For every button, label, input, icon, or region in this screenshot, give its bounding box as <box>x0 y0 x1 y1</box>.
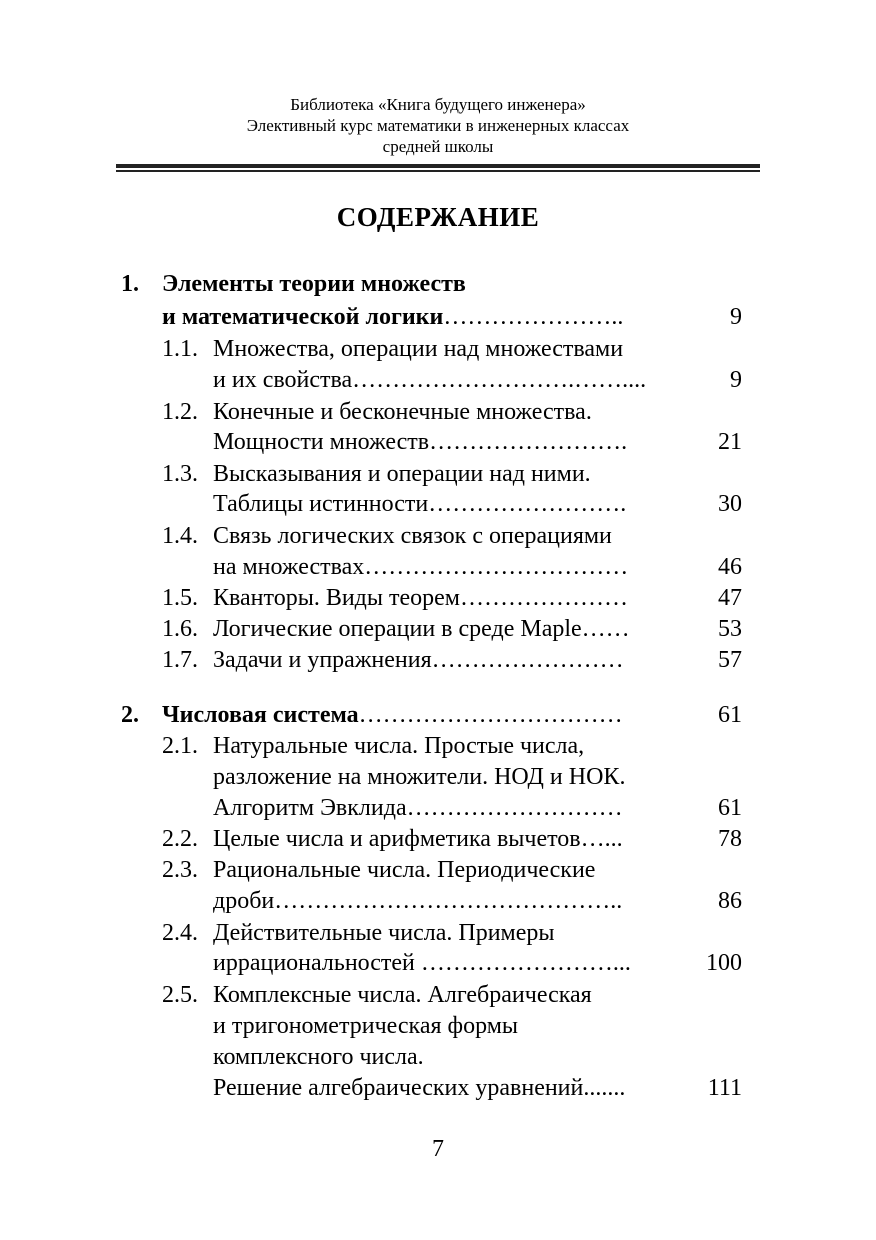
section-1-4-page: 46 <box>718 554 742 580</box>
section-2-3-number: 2.3. <box>162 857 198 883</box>
section-1-7-number: 1.7. <box>162 647 198 673</box>
section-1-5-number: 1.5. <box>162 585 198 611</box>
header-line-1: Библиотека «Книга будущего инженера» <box>290 95 586 114</box>
section-1-7-title: Задачи и упражнения…………………… <box>213 647 624 673</box>
section-1-6-number: 1.6. <box>162 616 198 642</box>
header-line-2: Элективный курс математики в инженерных классах <box>246 116 630 135</box>
chapter-1-title-text: и математической логики <box>162 304 444 330</box>
section-2-1-title-cont: разложение на множители. НОД и НОК. <box>213 764 626 790</box>
section-2-1-title-cont-2: Алгоритм Эвклида……………………… <box>213 795 623 821</box>
section-1-4-number: 1.4. <box>162 523 198 549</box>
chapter-2-page: 61 <box>718 702 742 728</box>
section-1-2-page: 21 <box>718 429 742 455</box>
section-1-7-page: 57 <box>718 647 742 673</box>
chapter-2-number: 2. <box>121 702 139 728</box>
section-1-5-page: 47 <box>718 585 742 611</box>
section-1-1-title: Множества, операции над множествами <box>213 336 624 362</box>
header-line-3: средней школы <box>382 137 494 156</box>
chapter-2-title-line <box>162 699 623 731</box>
section-1-6-page: 53 <box>718 616 742 642</box>
section-1-6-title: Логические операции в среде Maple…… <box>213 616 630 642</box>
section-1-2-title-cont: Мощности множеств……………………. <box>213 429 628 455</box>
chapter-2-title-text: Числовая система <box>162 702 359 728</box>
section-1-1-title-cont: и их свойства……………………….…….... <box>213 367 647 393</box>
page-number: 7 <box>432 1136 444 1162</box>
chapter-1-page: 9 <box>730 304 742 330</box>
section-1-3-title-cont: Таблицы истинности……………………. <box>213 491 627 517</box>
section-2-5-title-cont-2: комплексного числа. <box>213 1044 424 1070</box>
section-2-5-title-cont: и тригонометрическая формы <box>213 1013 519 1039</box>
chapter-2-leader-dots: …………………………… <box>358 702 623 728</box>
section-2-1-page: 61 <box>718 795 742 821</box>
chapter-1-leader-dots: ………………….. <box>443 304 624 330</box>
section-2-5-number: 2.5. <box>162 982 198 1008</box>
section-2-4-title-cont: иррациональностей ……………………... <box>213 950 631 976</box>
section-1-5-title: Кванторы. Виды теорем………………… <box>213 585 628 611</box>
section-2-3-title: Рациональные числа. Периодические <box>213 857 596 883</box>
section-2-2-page: 78 <box>718 826 742 852</box>
section-1-1-page: 9 <box>730 367 742 393</box>
section-2-4-title: Действительные числа. Примеры <box>213 920 555 946</box>
section-2-2-number: 2.2. <box>162 826 198 852</box>
running-header <box>0 94 876 157</box>
section-1-2-title: Конечные и бесконечные множества. <box>213 399 592 425</box>
section-2-1-title: Натуральные числа. Простые числа, <box>213 733 585 759</box>
section-2-1-number: 2.1. <box>162 733 198 759</box>
section-2-5-title: Комплексные числа. Алгебраическая <box>213 982 592 1008</box>
section-1-4-title-cont: на множествах…………………………… <box>213 554 629 580</box>
section-1-3-page: 30 <box>718 491 742 517</box>
section-2-3-title-cont: дроби…………………………………….. <box>213 888 623 914</box>
section-2-3-page: 86 <box>718 888 742 914</box>
page-title: СОДЕРЖАНИЕ <box>336 202 540 232</box>
section-2-4-number: 2.4. <box>162 920 198 946</box>
section-2-5-page: 111 <box>707 1075 742 1101</box>
chapter-1-title-line-1: Элементы теории множеств <box>162 271 466 297</box>
section-1-4-title: Связь логических связок с операциями <box>213 523 612 549</box>
header-rule-thin <box>116 170 760 172</box>
section-2-4-page: 100 <box>706 950 742 976</box>
chapter-1-number: 1. <box>121 271 139 297</box>
section-1-1-number: 1.1. <box>162 336 198 362</box>
chapter-1-title-line-2 <box>162 301 623 333</box>
section-2-2-title: Целые числа и арифметика вычетов…... <box>213 826 623 852</box>
section-1-2-number: 1.2. <box>162 399 198 425</box>
section-1-3-number: 1.3. <box>162 461 198 487</box>
header-rule-thick <box>116 164 760 168</box>
section-2-5-title-cont-3: Решение алгебраических уравнений....... <box>213 1075 626 1101</box>
section-1-3-title: Высказывания и операции над ними. <box>213 461 591 487</box>
